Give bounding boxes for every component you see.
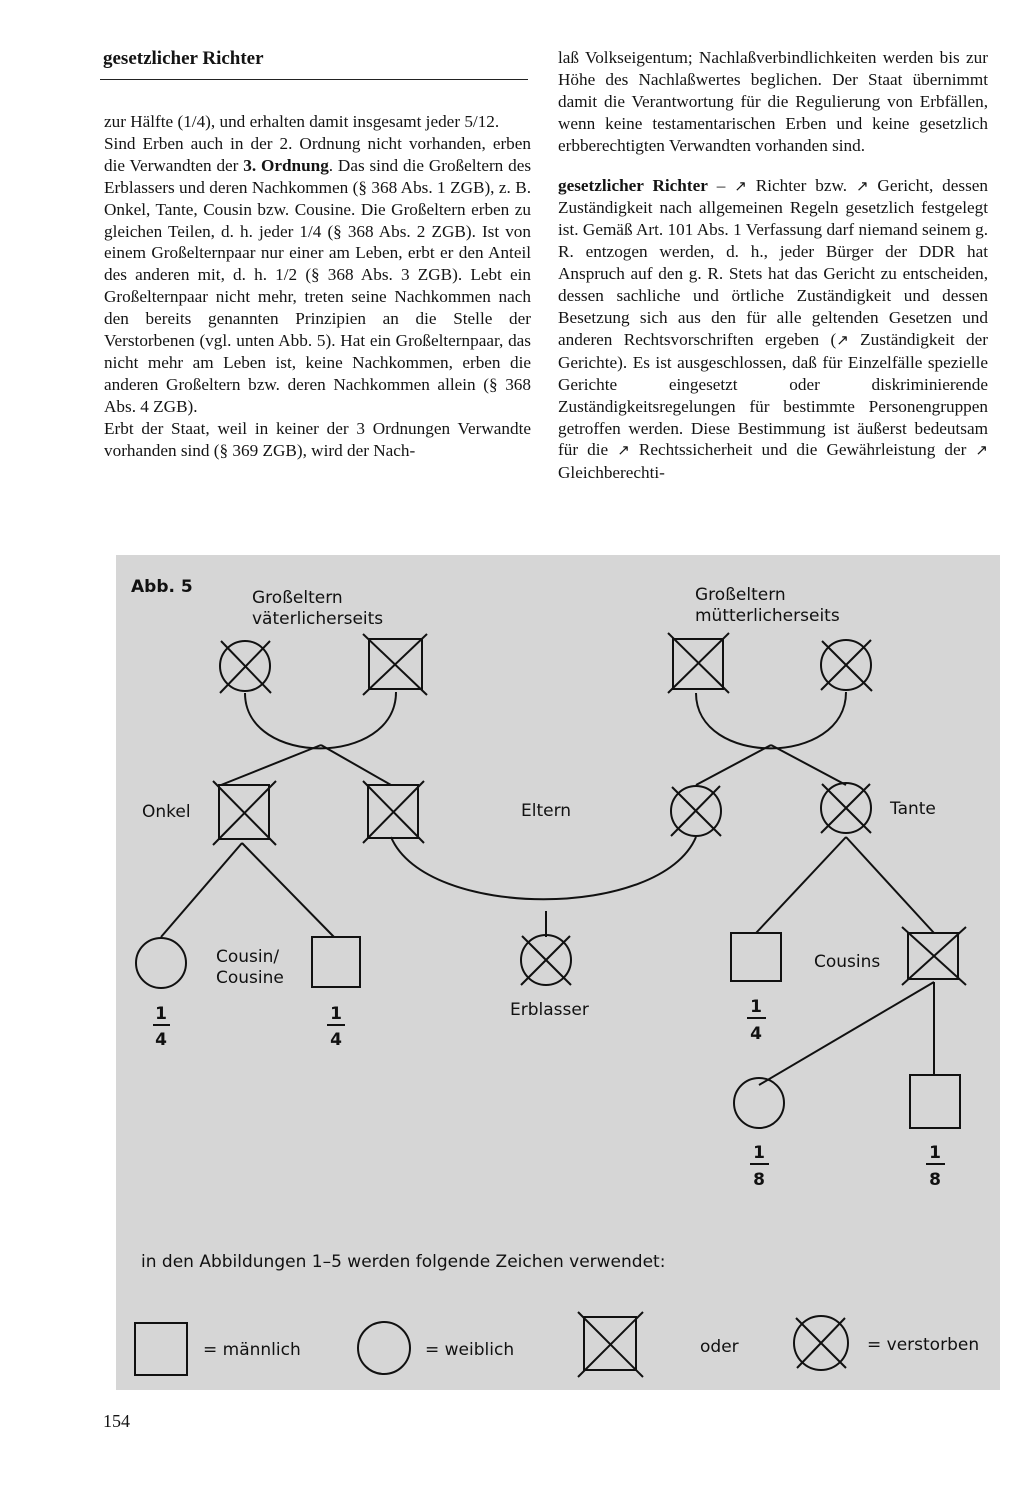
deceased-male-onkel-symbol	[213, 781, 276, 845]
share-numerator: 1	[155, 1004, 167, 1024]
legend-female-symbol	[358, 1322, 410, 1374]
entry-text: Zuständigkeit der Gerichte). Es ist ausgeschlossen, daß für Einzelfälle spezielle Gerichte eingesetzt oder diskriminierende Zuständigkeitsregelungen für bestimmte Personengruppen getroffen werden. Diese Bestimmung ist äußerst bedeutsam für die	[558, 329, 989, 460]
paternal-grandparents-bond	[245, 692, 396, 748]
deceased-male-grandfather-symbol	[668, 633, 729, 693]
share-denominator: 4	[750, 1024, 762, 1044]
cross-reference-arrow-icon: ↗	[734, 176, 747, 195]
male-cousin-symbol	[731, 933, 781, 981]
label-cousin: Cousin/	[216, 947, 280, 967]
share-numerator: 1	[753, 1143, 765, 1163]
line-to-grandchild-1	[759, 982, 934, 1085]
legend-caption: in den Abbildungen 1–5 werden folgende Zeichen verwendet:	[141, 1252, 666, 1272]
line-to-mother	[696, 745, 771, 785]
dictionary-entry	[558, 175, 988, 485]
male-grandchild-symbol	[910, 1075, 960, 1128]
deceased-female-grandmother-symbol	[821, 640, 872, 691]
entry-term: gesetzlicher Richter	[558, 175, 708, 195]
legend-deceased-label: = verstorben	[867, 1335, 980, 1355]
share-numerator: 1	[750, 997, 762, 1017]
label-grandparents-maternal: Großeltern	[695, 585, 786, 605]
share-denominator: 8	[753, 1170, 765, 1190]
cross-reference-arrow-icon: ↗	[836, 330, 849, 349]
header-rule	[100, 79, 528, 80]
share-denominator: 4	[330, 1030, 342, 1050]
label-erblasser: Erblasser	[510, 1000, 589, 1020]
paragraph-text: Sind Erben auch in der 2. Ordnung nicht vorhanden, erben die Verwandten der	[104, 133, 531, 175]
line-to-onkel	[221, 745, 321, 785]
legend-deceased-male-symbol	[578, 1312, 643, 1377]
emphasis-term: 3. Ordnung	[243, 155, 329, 175]
share-numerator: 1	[330, 1004, 342, 1024]
line-to-cousin	[242, 843, 334, 937]
legend-female-label: = weiblich	[425, 1340, 515, 1360]
share-numerator: 1	[929, 1143, 941, 1163]
running-header: gesetzlicher Richter	[103, 48, 264, 69]
female-grandchild-symbol	[734, 1078, 784, 1128]
entry-dash: –	[707, 175, 735, 195]
male-cousin-symbol	[312, 937, 360, 987]
cross-reference-arrow-icon: ↗	[975, 441, 988, 460]
figure-abb-5	[116, 555, 1000, 1390]
label-eltern: Eltern	[521, 801, 572, 821]
deceased-male-father-symbol	[363, 781, 424, 843]
deceased-female-grandmother-symbol	[220, 641, 271, 693]
parents-bond	[391, 837, 696, 899]
label-tante: Tante	[890, 799, 936, 819]
legend-deceased-female-symbol	[794, 1316, 848, 1370]
label-grandparents-paternal: väterlicherseits	[252, 609, 384, 629]
maternal-grandparents-bond	[696, 692, 846, 748]
line-to-tante-cousin-1	[756, 837, 846, 933]
paragraph: laß Volkseigentum; Nachlaßverbindlichkeiten werden bis zur Höhe des Nachlaßwertes beglichen. Der Staat übernimmt damit die Verantwortung für die Regulierung von Erbfällen, wenn keine testamentarischen Erben und keine gesetzlich erbberechtigten Verwandten vorhanden sind.	[558, 48, 988, 155]
line-to-cousine	[161, 843, 242, 937]
legend-male-symbol	[135, 1323, 187, 1375]
cross-reference-arrow-icon: ↗	[855, 176, 869, 195]
label-cousin: Cousine	[216, 968, 284, 988]
share-denominator: 4	[155, 1030, 167, 1050]
entry-text: Richter bzw.	[746, 175, 856, 195]
deceased-erblasser-symbol	[521, 935, 571, 985]
entry-text: Rechtssicherheit und die Gewährleistung der	[629, 440, 976, 460]
line-to-tante-cousin-2	[846, 837, 934, 933]
line-to-father	[321, 745, 391, 785]
label-grandparents-paternal: Großeltern	[252, 588, 343, 608]
right-column	[558, 47, 988, 484]
label-cousins: Cousins	[814, 952, 881, 972]
paragraph	[104, 133, 531, 418]
deceased-female-mother-symbol	[671, 786, 721, 836]
label-grandparents-maternal: mütterlicherseits	[695, 606, 840, 626]
entry-text: Gericht, dessen Zuständigkeit nach allgemeinen Regeln gesetzlich festgelegt ist. Gemäß Art. 101 Abs. 1 Verfassung darf niemand seinem g. R. entzogen werden, d. h., jeder Bürger der DDR hat Anspruch auf den g. R. Stets hat das Gericht zu entscheiden, dessen sachliche und örtliche Zuständigkeit und dessen Besetzung sich aus den für alle geltenden Gesetzen und anderen Rechtsvorschriften ergeben (	[558, 175, 988, 349]
share-denominator: 8	[929, 1170, 941, 1190]
paragraph-text: . Das sind die Großeltern des Erblassers und deren Nachkommen (§ 368 Abs. 1 ZGB), z. B. Onkel, Tante, Cousin bzw. Cousine. Die Großeltern erben zu gleichen Teilen, d. h. jeder 1/4 (§ 368 Abs. 2 ZGB). Ist von einem Großelternpaar nur einer am Leben, erbt er den Anteil des anderen mit, d. h. 1/2 (§ 368 Abs. 3 ZGB). Lebt ein Großelternpaar nicht mehr, treten seine Nachkommen nach den bereits genannten Prinzipien an die Stelle der Verstorbenen (vgl. unten Abb. 5). Hat ein Großelternpaar, das nicht mehr am Leben ist, keine Nachkommen, erben die anderen Großeltern bzw. deren Nachkommen allein (§ 368 Abs. 4 ZGB).	[104, 155, 532, 416]
legend-or-label: oder	[700, 1337, 739, 1357]
family-tree-diagram	[116, 555, 1000, 1390]
cross-reference-arrow-icon: ↗	[617, 441, 630, 460]
page-number: 154	[103, 1411, 130, 1431]
line-to-tante	[771, 745, 846, 785]
paragraph: zur Hälfte (1/4), und erhalten damit insgesamt jeder 5/12.	[104, 112, 500, 131]
legend-male-label: = männlich	[203, 1340, 301, 1360]
label-onkel: Onkel	[142, 802, 191, 822]
figure-label: Abb. 5	[131, 577, 193, 597]
deceased-male-grandfather-symbol	[363, 634, 427, 695]
entry-text: Gleichberechti-	[558, 463, 665, 483]
female-cousine-symbol	[136, 938, 186, 988]
deceased-female-tante-symbol	[821, 783, 871, 833]
left-column	[104, 111, 531, 462]
deceased-male-cousin-symbol	[902, 927, 966, 985]
paragraph: Erbt der Staat, weil in keiner der 3 Ordnungen Verwandte vorhanden sind (§ 369 ZGB), wird der Nach-	[104, 418, 531, 460]
